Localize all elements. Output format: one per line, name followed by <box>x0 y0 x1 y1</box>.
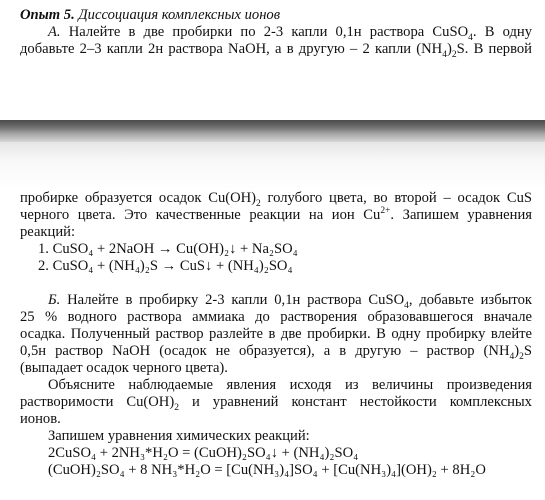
part-b-label: Б. <box>48 292 61 308</box>
part-b-line-3: осадка. Полученный раствор разлейте в две пробирки. В одну пробирку влейте <box>20 326 532 342</box>
equation-1: 1. CuSO₄ + 2NaOH → Cu(OH)₂↓ + Na₂SO₄ <box>38 241 298 257</box>
explain-line-2: растворимости $Cu(OH)_2$ и уравнений констант нестойкости комплексных <box>20 394 532 413</box>
part-a-line-1: А. Налейте в две пробирки по 2-3 капли 0,1н раствора CuSO$_4$. В одну <box>48 24 533 43</box>
part-a-label: А. <box>48 24 61 40</box>
part-b-line-5: (выпадает осадок черного цвета). <box>20 360 228 376</box>
page-gap <box>0 142 545 190</box>
experiment-heading <box>20 7 532 24</box>
part-b-line-4: 0,5н раствор NaOH (осадок не образуется), а в другую – раствор $(NH_4)_2S$ <box>20 343 532 362</box>
explain-line-1: Объясните наблюдаемые явления исходя из величины произведения <box>48 377 532 393</box>
page-bottom-fragment <box>20 190 532 479</box>
part-b-line-2: 25 % водного раствора аммиака до растворения образовавшегося вначале <box>20 309 532 325</box>
part-a-line-2: добавьте 2–3 капли 2н раствора NaOH, а в другую – 2 капли $(NH_4)_2S$. В первой <box>20 41 532 60</box>
write-equations-line: Запишем уравнения химических реакций: <box>48 428 310 444</box>
continuation-line-3: реакций: <box>20 224 76 240</box>
experiment-number: Опыт 5. <box>20 7 75 23</box>
equation-3: 2CuSO₄ + 2NH₃*H₂O = (CuOH)₂SO₄↓ + (NH₄)₂SO₄ <box>48 445 359 461</box>
equation-2: 2. CuSO₄ + (NH₄)₂S → CuS↓ + (NH₄)₂SO₄ <box>38 258 293 274</box>
explain-line-3: ионов. <box>20 411 61 427</box>
continuation-line-1: пробирке образуется осадок $Cu(OH)_2$ голубого цвета, во второй – осадок CuS <box>20 190 532 209</box>
page-top-fragment <box>20 7 532 58</box>
continuation-line-2: черного цвета. Это качественные реакции на ион $Cu^{2+}$. Запишем уравнения <box>20 206 532 223</box>
equation-4: (CuOH)₂SO₄ + 8 NH₃*H₂O = [Cu(NH₃)₄]SO₄ + [Cu(NH₃)₄](OH)₂ + 8H₂O <box>48 462 486 478</box>
page-separator <box>0 120 545 142</box>
part-b-line-1: Б. Налейте в пробирку 2-3 капли 0,1н раствора CuSO$_4$, добавьте избыток <box>48 292 533 311</box>
paragraph-gap <box>20 275 532 292</box>
experiment-title: Диссоциация комплексных ионов <box>78 7 281 23</box>
